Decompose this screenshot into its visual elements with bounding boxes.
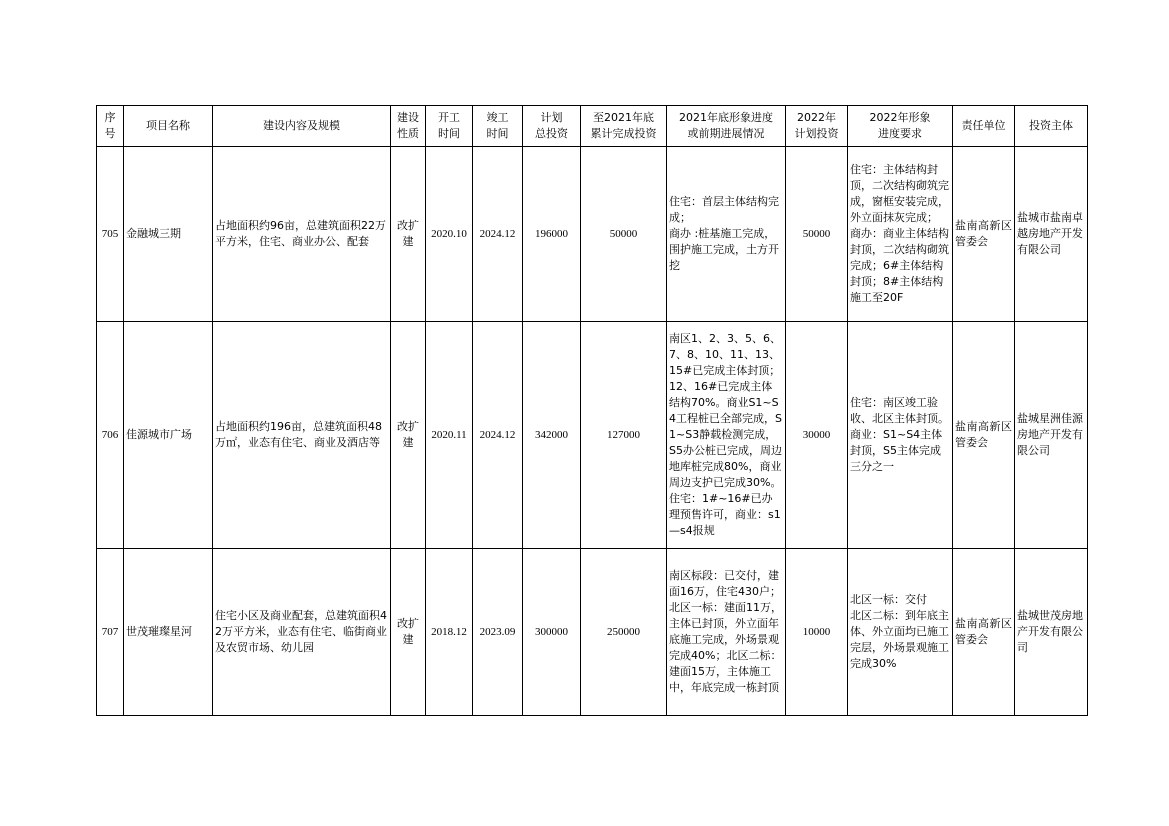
header-no: 序 号 [97, 106, 124, 147]
cell-plan-2022: 30000 [786, 322, 848, 549]
cell-total-investment: 342000 [523, 322, 581, 549]
cell-progress-2021: 住宅：首层主体结构完成； 商办 :桩基施工完成，围护施工完成，土方开挖 [667, 147, 786, 322]
table-row [97, 549, 1088, 716]
cell-requirement-2022: 北区一标：交付 北区二标：到年底主体、外立面均已施工完层，外场景观施工完成30% [848, 549, 953, 716]
header-plan-2022: 2022年 计划投资 [786, 106, 848, 147]
cell-end-time: 2024.12 [473, 147, 523, 322]
header-investor: 投资主体 [1015, 106, 1088, 147]
project-table [96, 105, 1088, 716]
cell-project-name: 佳源城市广场 [124, 322, 213, 549]
header-requirement-2022: 2022年形象 进度要求 [848, 106, 953, 147]
cell-cumulative-investment: 127000 [581, 322, 667, 549]
header-nature: 建设 性质 [391, 106, 426, 147]
header-progress-2021: 2021年底形象进度 或前期进展情况 [667, 106, 786, 147]
header-total-investment: 计划 总投资 [523, 106, 581, 147]
header-responsible-unit: 责任单位 [953, 106, 1015, 147]
cell-total-investment: 196000 [523, 147, 581, 322]
cell-investor: 盐城市盐南卓越房地产开发有限公司 [1015, 147, 1088, 322]
cell-cumulative-investment: 50000 [581, 147, 667, 322]
cell-content-scale: 住宅小区及商业配套，总建筑面积42万平方米，业态有住宅、临街商业及农贸市场、幼儿园 [213, 549, 391, 716]
cell-nature: 改扩 建 [391, 549, 426, 716]
table-header-row [97, 106, 1088, 147]
table-row [97, 147, 1088, 322]
cell-requirement-2022: 住宅：南区竣工验收、北区主体封顶。商业：S1~S4主体封顶，S5主体完成三分之一 [848, 322, 953, 549]
cell-nature: 改扩 建 [391, 322, 426, 549]
project-table-sheet [96, 105, 1087, 716]
cell-plan-2022: 50000 [786, 147, 848, 322]
cell-total-investment: 300000 [523, 549, 581, 716]
cell-content-scale: 占地面积约96亩，总建筑面积22万平方米，住宅、商业办公、配套 [213, 147, 391, 322]
table-row [97, 322, 1088, 549]
cell-no: 705 [97, 147, 124, 322]
header-project-name: 项目名称 [124, 106, 213, 147]
cell-start-time: 2018.12 [426, 549, 473, 716]
cell-start-time: 2020.11 [426, 322, 473, 549]
cell-nature: 改扩 建 [391, 147, 426, 322]
cell-project-name: 世茂璀璨星河 [124, 549, 213, 716]
cell-investor: 盐城世茂房地产开发有限公司 [1015, 549, 1088, 716]
header-cumulative-investment: 至2021年底 累计完成投资 [581, 106, 667, 147]
header-end-time: 竣工 时间 [473, 106, 523, 147]
cell-plan-2022: 10000 [786, 549, 848, 716]
cell-start-time: 2020.10 [426, 147, 473, 322]
cell-end-time: 2023.09 [473, 549, 523, 716]
cell-progress-2021: 南区标段：已交付，建面16万，住宅430户；北区一标：建面11万，主体已封顶，外立面年底施工完成，外场景观完成40%；北区二标：建面15万，主体施工中，年底完成一栋封顶 [667, 549, 786, 716]
cell-progress-2021: 南区1、2、3、5、6、7、8、10、11、13、15#已完成主体封顶；12、16#已完成主体结构70%。商业S1~S4工程桩已全部完成，S1~S3静载检测完成，S5办公桩已完成，周边地库桩完成80%，商业周边支护已完成30%。住宅：1#~16#已办理预售许可，商业：s1—s4报规 [667, 322, 786, 549]
cell-responsible-unit: 盐南高新区管委会 [953, 322, 1015, 549]
cell-content-scale: 占地面积约196亩，总建筑面积48万㎡，业态有住宅、商业及酒店等 [213, 322, 391, 549]
cell-no: 706 [97, 322, 124, 549]
cell-project-name: 金融城三期 [124, 147, 213, 322]
cell-responsible-unit: 盐南高新区管委会 [953, 549, 1015, 716]
cell-responsible-unit: 盐南高新区管委会 [953, 147, 1015, 322]
header-start-time: 开工 时间 [426, 106, 473, 147]
cell-cumulative-investment: 250000 [581, 549, 667, 716]
cell-no: 707 [97, 549, 124, 716]
cell-requirement-2022: 住宅：主体结构封顶，二次结构砌筑完成，窗框安装完成，外立面抹灰完成； 商办：商业主体结构封顶，二次结构砌筑完成；6#主体结构封顶；8#主体结构施工至20F [848, 147, 953, 322]
header-content-scale: 建设内容及规模 [213, 106, 391, 147]
cell-investor: 盐城星洲佳源房地产开发有限公司 [1015, 322, 1088, 549]
cell-end-time: 2024.12 [473, 322, 523, 549]
